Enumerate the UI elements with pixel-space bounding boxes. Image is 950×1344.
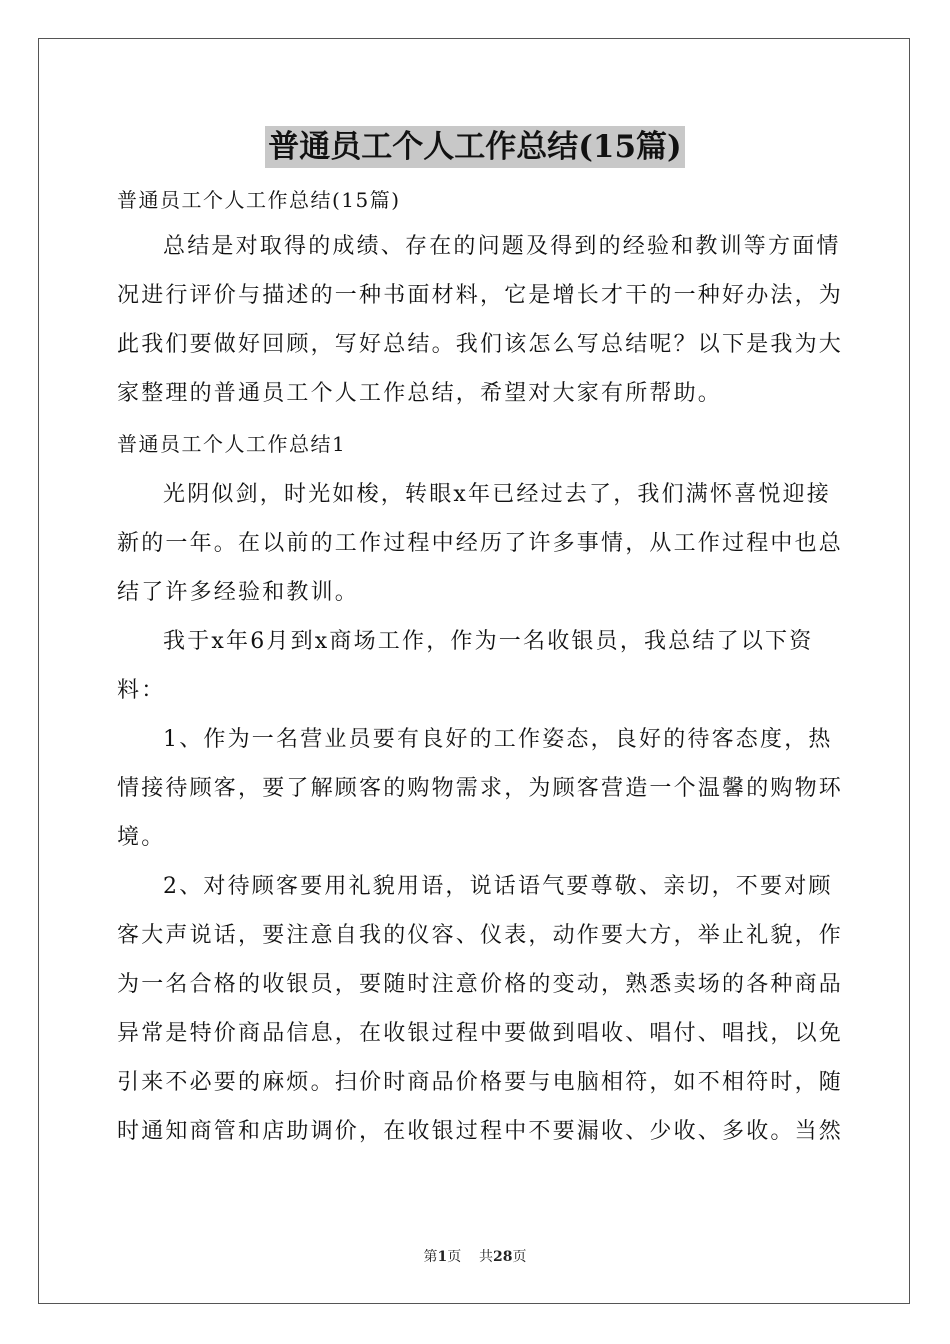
document-title: 普通员工个人工作总结(15篇) — [265, 126, 684, 168]
paragraph-line: 家整理的普通员工个人工作总结，希望对大家有所帮助。 — [117, 381, 723, 406]
paragraph-line: 2、对待顾客要用礼貌用语，说话语气要尊敬、亲切，不要对顾 — [163, 874, 833, 899]
paragraph-line: 情接待顾客，要了解顾客的购物需求，为顾客营造一个温馨的购物环 — [117, 776, 844, 801]
paragraph-3 — [117, 715, 844, 862]
paragraph-1 — [117, 470, 844, 617]
paragraph-line: 境。 — [117, 825, 166, 850]
paragraph-line: 此我们要做好回顾，写好总结。我们该怎么写总结呢？以下是我为大 — [117, 332, 844, 357]
paragraph-line: 新的一年。在以前的工作过程中经历了许多事情，从工作过程中也总 — [117, 531, 844, 556]
paragraph-2 — [117, 617, 833, 715]
paragraph-line: 我于x年6月到x商场工作，作为一名收银员，我总结了以下资 — [163, 629, 814, 654]
paragraph-line: 总结是对取得的成绩、存在的问题及得到的经验和教训等方面情 — [163, 234, 841, 259]
section-heading: 普通员工个人工作总结1 — [117, 432, 347, 456]
page-footer — [0, 1247, 950, 1267]
total-page-number: 28 — [493, 1249, 513, 1265]
paragraph-line: 料： — [117, 678, 166, 703]
document-body — [117, 180, 844, 1156]
paragraph-line: 况进行评价与描述的一种书面材料，它是增长才干的一种好办法，为 — [117, 283, 844, 308]
paragraph-line: 光阴似剑，时光如梭，转眼x年已经过去了，我们满怀喜悦迎接 — [163, 482, 832, 507]
paragraph-line: 客大声说话，要注意自我的仪容、仪表，动作要大方，举止礼貌，作 — [117, 923, 844, 948]
title-container — [0, 126, 950, 168]
paragraph-line: 时通知商管和店助调价，在收银过程中不要漏收、少收、多收。当然 — [117, 1119, 844, 1144]
paragraph-line: 异常是特价商品信息，在收银过程中要做到唱收、唱付、唱找，以免 — [117, 1021, 844, 1046]
current-page-number: 1 — [437, 1249, 448, 1265]
paragraph-4 — [117, 862, 844, 1156]
paragraph-line: 为一名合格的收银员，要随时注意价格的变动，熟悉卖场的各种商品 — [117, 972, 844, 997]
paragraph-line: 结了许多经验和教训。 — [117, 580, 360, 605]
paragraph-line: 引来不必要的麻烦。扫价时商品价格要与电脑相符，如不相符时，随 — [117, 1070, 844, 1095]
page-suffix: 页 — [447, 1249, 462, 1265]
total-prefix: 共 — [479, 1249, 494, 1265]
page-prefix: 第 — [423, 1249, 438, 1265]
document-subtitle: 普通员工个人工作总结(15篇) — [117, 188, 401, 212]
total-suffix: 页 — [512, 1249, 527, 1265]
paragraph-line: 1、作为一名营业员要有良好的工作姿态，良好的待客态度，热 — [163, 727, 833, 752]
intro-paragraph — [117, 222, 844, 418]
